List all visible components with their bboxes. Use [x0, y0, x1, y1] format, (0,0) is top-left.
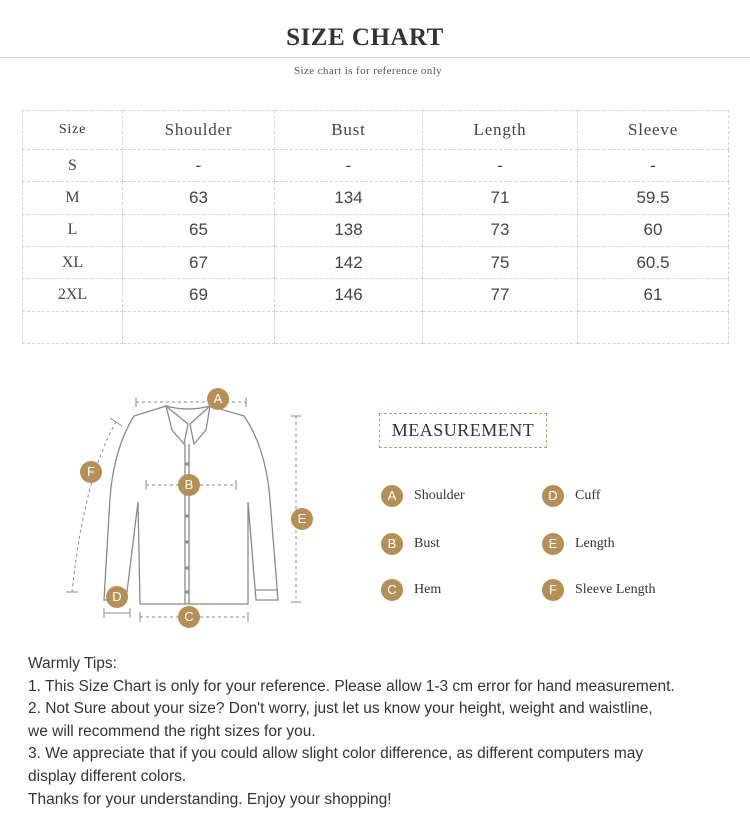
size-cell: XL — [23, 246, 123, 278]
legend-badge-f: F — [542, 579, 564, 601]
size-cell — [23, 311, 123, 343]
length-cell: - — [423, 150, 578, 182]
length-cell: 71 — [423, 182, 578, 214]
legend-label: Bust — [414, 536, 440, 551]
tip-line: 2. Not Sure about your size? Don't worry, just let us know your height, weight and waistline, — [28, 700, 653, 718]
legend-item-length — [542, 533, 615, 555]
sleeve-cell: 60.5 — [578, 246, 729, 278]
bust-cell: 134 — [275, 182, 423, 214]
legend-item-sleeve-length — [542, 579, 655, 601]
column-header-size: Size — [23, 111, 123, 150]
table-row — [23, 279, 729, 311]
sleeve-cell: - — [578, 150, 729, 182]
tips-section — [28, 653, 743, 811]
page-subtitle: Size chart is for reference only — [293, 65, 443, 77]
bust-cell: - — [275, 150, 423, 182]
tip-line: 3. We appreciate that if you could allow slight color difference, as different computers may — [28, 745, 644, 763]
legend-badge-e: E — [542, 533, 564, 555]
legend-label: Sleeve Length — [575, 582, 656, 597]
page-title: SIZE CHART — [286, 24, 444, 51]
length-cell: 75 — [423, 246, 578, 278]
legend-item-bust — [381, 533, 440, 555]
shoulder-cell: 69 — [123, 279, 275, 311]
size-cell: S — [23, 150, 123, 182]
table-row — [23, 246, 729, 278]
table-row-empty — [23, 311, 729, 343]
size-cell: M — [23, 182, 123, 214]
marker-d: D — [106, 586, 128, 608]
measurement-heading: MEASUREMENT — [379, 413, 547, 448]
size-table — [22, 110, 729, 344]
legend-label: Length — [575, 536, 615, 551]
legend-label: Cuff — [575, 488, 601, 503]
sleeve-cell — [578, 311, 729, 343]
legend-badge-b: B — [381, 533, 403, 555]
column-header-length: Length — [423, 111, 578, 150]
legend-item-shoulder — [381, 485, 465, 507]
shirt-measurement-diagram — [60, 378, 330, 630]
shoulder-cell: 67 — [123, 246, 275, 278]
column-header-sleeve: Sleeve — [578, 111, 729, 150]
sleeve-cell: 61 — [578, 279, 729, 311]
legend-label: Shoulder — [414, 488, 465, 503]
bust-cell: 138 — [275, 214, 423, 246]
legend-badge-a: A — [381, 485, 403, 507]
tip-line: we will recommend the right sizes for you. — [28, 722, 316, 740]
legend-label: Hem — [414, 582, 442, 597]
size-cell: 2XL — [23, 279, 123, 311]
column-header-bust: Bust — [275, 111, 423, 150]
sleeve-cell: 59.5 — [578, 182, 729, 214]
tip-line: display different colors. — [28, 767, 187, 785]
table-header-row — [23, 111, 729, 150]
table-row — [23, 150, 729, 182]
shoulder-cell: 63 — [123, 182, 275, 214]
sleeve-cell: 60 — [578, 214, 729, 246]
legend-item-cuff — [542, 485, 600, 507]
column-header-shoulder: Shoulder — [123, 111, 275, 150]
bust-cell: 146 — [275, 279, 423, 311]
length-cell — [423, 311, 578, 343]
size-cell: L — [23, 214, 123, 246]
bust-cell — [275, 311, 423, 343]
shirt-outline — [104, 406, 278, 604]
title-divider — [0, 57, 750, 58]
marker-b: B — [178, 474, 200, 496]
tip-line: 1. This Size Chart is only for your reference. Please allow 1-3 cm error for hand measurement. — [28, 677, 675, 695]
marker-a: A — [207, 388, 229, 410]
length-cell: 73 — [423, 214, 578, 246]
legend-badge-c: C — [381, 579, 403, 601]
table-row — [23, 182, 729, 214]
legend-item-hem — [381, 579, 441, 601]
shoulder-cell — [123, 311, 275, 343]
tips-heading: Warmly Tips: — [28, 655, 117, 672]
marker-e: E — [291, 508, 313, 530]
tips-closing: Thanks for your understanding. Enjoy your shopping! — [28, 790, 392, 808]
measurement-lines — [66, 397, 301, 622]
marker-c: C — [178, 606, 200, 628]
table-row — [23, 214, 729, 246]
shoulder-cell: - — [123, 150, 275, 182]
marker-f: F — [80, 461, 102, 483]
legend-badge-d: D — [542, 485, 564, 507]
length-cell: 77 — [423, 279, 578, 311]
shoulder-cell: 65 — [123, 214, 275, 246]
bust-cell: 142 — [275, 246, 423, 278]
